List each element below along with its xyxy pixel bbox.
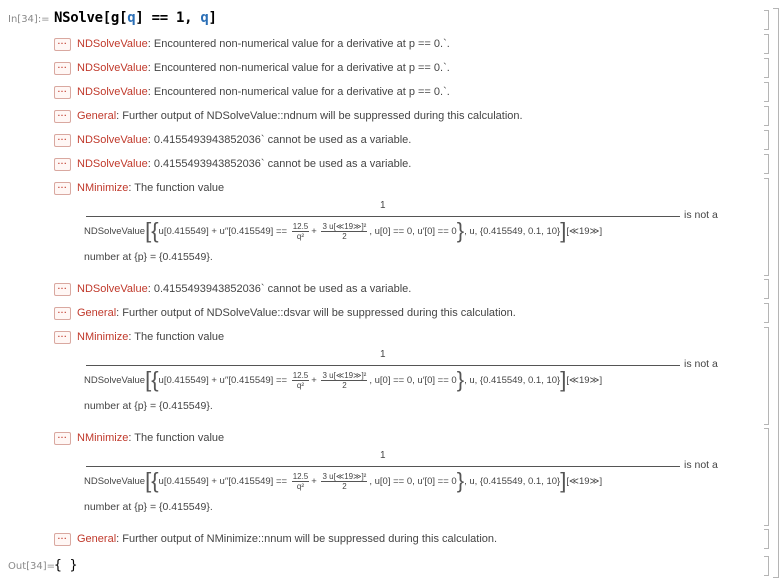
den-plus: + [311, 475, 317, 487]
mini-fraction-2: $\frac{\text{3 u[≪19≫]²}}{2}$ [322, 370, 367, 390]
input-bracket-2: ] [135, 10, 144, 26]
message-11: ··· NMinimize: The function value [54, 430, 224, 446]
fraction-denominator: NDSolveValue[{u[0.415549] + u′′[0.415549] == $\frac{12.5}{\text{q²}}$ + $\frac{\text{3 u[≪19≫]²}}{2}$ , u[0] == 0, u′[0] == 0}, u, {0.415549, 0.1, 10}][≪19≫] [84, 367, 603, 392]
message-menu-icon[interactable]: ··· [54, 182, 71, 195]
den-head: NDSolveValue [84, 475, 146, 487]
input-label: In[34]:= [8, 14, 50, 25]
fraction-line [86, 365, 680, 366]
fraction-footnote: number at {p} = {0.415549}. [84, 251, 213, 263]
cell-bracket-message[interactable] [764, 178, 769, 276]
message-3: ··· NDSolveValue: Encountered non-numerical value for a derivative at p == 0.`. [54, 84, 450, 100]
den-equation: u[0.415549] + u′′[0.415549] == [158, 374, 288, 386]
message-text: Encountered non-numerical value for a derivative at p == 0.`. [153, 62, 450, 74]
message-menu-icon[interactable]: ··· [54, 283, 71, 296]
den-conditions: , u[0] == 0, u′[0] == 0 [369, 374, 457, 386]
message-8: ··· NDSolveValue: 0.4155493943852036` cannot be used as a variable. [54, 281, 411, 297]
cell-bracket-output[interactable] [764, 556, 769, 576]
den-range: , u, {0.415549, 0.1, 10} [464, 225, 561, 237]
message-head[interactable]: NMinimize [77, 432, 129, 444]
fraction-tail: is not a [684, 358, 718, 370]
message-menu-icon[interactable]: ··· [54, 134, 71, 147]
message-head[interactable]: General [77, 533, 117, 545]
mini-fraction-1: $\frac{12.5}{\text{q²}}$ [292, 221, 309, 241]
message-text: Further output of NDSolveValue::dsvar will be suppressed during this calculation. [122, 307, 516, 319]
cell-bracket-message[interactable] [764, 58, 769, 78]
message-head[interactable]: NDSolveValue [77, 158, 148, 170]
message-9: ··· General: Further output of NDSolveValue::dsvar will be suppressed during this calculation. [54, 305, 516, 321]
input-expression[interactable] [54, 10, 217, 26]
fraction-expression-3 [84, 450, 724, 520]
mini-fraction-2: $\frac{\text{3 u[≪19≫]²}}{2}$ [322, 471, 367, 491]
message-menu-icon[interactable]: ··· [54, 38, 71, 51]
message-10: ··· NMinimize: The function value [54, 329, 224, 345]
message-text: Encountered non-numerical value for a derivative at p == 0.`. [153, 86, 450, 98]
message-text: The function value [134, 182, 225, 194]
fraction-line [86, 466, 680, 467]
cell-bracket-message[interactable] [764, 327, 769, 425]
cell-bracket-message[interactable] [764, 279, 769, 299]
cell-bracket-message[interactable] [764, 82, 769, 102]
message-text: 0.4155493943852036` cannot be used as a variable. [153, 134, 412, 146]
message-menu-icon[interactable]: ··· [54, 432, 71, 445]
message-head[interactable]: NDSolveValue [77, 38, 148, 50]
output-expression[interactable]: { } [54, 558, 78, 573]
fraction-footnote: number at {p} = {0.415549}. [84, 400, 213, 412]
message-7: ··· NMinimize: The function value [54, 180, 224, 196]
input-bracket-1: [ [119, 10, 128, 26]
cell-bracket-message[interactable] [764, 34, 769, 54]
message-head[interactable]: NDSolveValue [77, 62, 148, 74]
den-elided[interactable]: [≪19≫] [566, 225, 603, 237]
den-head: NDSolveValue [84, 225, 146, 237]
message-head[interactable]: General [77, 110, 117, 122]
message-4: ··· General: Further output of NDSolveValue::ndnum will be suppressed during this calculation. [54, 108, 523, 124]
input-close-bracket: ] [208, 10, 217, 26]
message-menu-icon[interactable]: ··· [54, 307, 71, 320]
den-equation: u[0.415549] + u′′[0.415549] == [158, 475, 288, 487]
mini-fraction-1: $\frac{12.5}{\text{q²}}$ [292, 471, 309, 491]
mini-fraction-2: $\frac{\text{3 u[≪19≫]²}}{2}$ [322, 221, 367, 241]
message-head[interactable]: NDSolveValue [77, 283, 148, 295]
den-conditions: , u[0] == 0, u′[0] == 0 [369, 225, 457, 237]
fraction-denominator: NDSolveValue[{u[0.415549] + u′′[0.415549] == $\frac{12.5}{\text{q²}}$ + $\frac{\text{3 u[≪19≫]²}}{2}$ , u[0] == 0, u′[0] == 0}, u, {0.415549, 0.1, 10}][≪19≫] [84, 468, 603, 493]
message-12: ··· General: Further output of NMinimize::nnum will be suppressed during this calculation. [54, 531, 497, 547]
message-menu-icon[interactable]: ··· [54, 110, 71, 123]
fraction-numerator: 1 [380, 349, 386, 360]
message-menu-icon[interactable]: ··· [54, 331, 71, 344]
input-open-bracket: [ [102, 10, 111, 26]
fraction-denominator: NDSolveValue[{u[0.415549] + u′′[0.415549] == $\frac{12.5}{\text{q²}}$ + $\frac{\text{3 u[≪19≫]²}}{2}$ , u[0] == 0, u′[0] == 0}, u, {0.415549, 0.1, 10}][≪19≫] [84, 218, 603, 243]
fraction-expression-1 [84, 200, 724, 270]
cell-bracket-message[interactable] [764, 106, 769, 126]
message-menu-icon[interactable]: ··· [54, 86, 71, 99]
den-elided[interactable]: [≪19≫] [566, 374, 603, 386]
message-5: ··· NDSolveValue: 0.4155493943852036` cannot be used as a variable. [54, 132, 411, 148]
cell-bracket-message[interactable] [764, 428, 769, 526]
den-equation: u[0.415549] + u′′[0.415549] == [158, 225, 288, 237]
cell-group-bracket[interactable] [773, 8, 779, 578]
den-range: , u, {0.415549, 0.1, 10} [464, 475, 561, 487]
message-menu-icon[interactable]: ··· [54, 158, 71, 171]
message-text: The function value [134, 331, 225, 343]
message-head[interactable]: General [77, 307, 117, 319]
den-head: NDSolveValue [84, 374, 146, 386]
den-elided[interactable]: [≪19≫] [566, 475, 603, 487]
message-head[interactable]: NMinimize [77, 331, 129, 343]
fraction-footnote: number at {p} = {0.415549}. [84, 501, 213, 513]
message-head[interactable]: NMinimize [77, 182, 129, 194]
message-text: Further output of NMinimize::nnum will be suppressed during this calculation. [122, 533, 498, 545]
message-2: ··· NDSolveValue: Encountered non-numerical value for a derivative at p == 0.`. [54, 60, 450, 76]
message-text: Encountered non-numerical value for a derivative at p == 0.`. [153, 38, 450, 50]
fraction-numerator: 1 [380, 200, 386, 211]
cell-bracket-message[interactable] [764, 303, 769, 323]
message-text: The function value [134, 432, 225, 444]
input-call: g [110, 10, 120, 26]
input-var: q [127, 10, 136, 26]
cell-bracket-message[interactable] [764, 529, 769, 549]
message-1: ··· NDSolveValue: Encountered non-numerical value for a derivative at p == 0.`. [54, 36, 450, 52]
input-var-2: q [200, 10, 209, 26]
message-menu-icon[interactable]: ··· [54, 533, 71, 546]
den-plus: + [311, 374, 317, 386]
cell-bracket-message[interactable] [764, 154, 769, 174]
message-text: 0.4155493943852036` cannot be used as a variable. [153, 283, 412, 295]
den-plus: + [311, 225, 317, 237]
cell-bracket-input[interactable] [764, 10, 769, 30]
input-func: NSolve [54, 10, 103, 26]
den-range: , u, {0.415549, 0.1, 10} [464, 374, 561, 386]
message-text: Further output of NDSolveValue::ndnum will be suppressed during this calculation. [122, 110, 523, 122]
output-label: Out[34]= [8, 561, 56, 572]
message-menu-icon[interactable]: ··· [54, 62, 71, 75]
input-equation: == 1, [143, 10, 201, 26]
fraction-expression-2 [84, 349, 724, 419]
mini-fraction-1: $\frac{12.5}{\text{q²}}$ [292, 370, 309, 390]
fraction-numerator: 1 [380, 450, 386, 461]
message-text: 0.4155493943852036` cannot be used as a variable. [153, 158, 412, 170]
message-head[interactable]: NDSolveValue [77, 86, 148, 98]
fraction-tail: is not a [684, 459, 718, 471]
message-head[interactable]: NDSolveValue [77, 134, 148, 146]
cell-bracket-message[interactable] [764, 130, 769, 150]
message-6: ··· NDSolveValue: 0.4155493943852036` cannot be used as a variable. [54, 156, 411, 172]
den-conditions: , u[0] == 0, u′[0] == 0 [369, 475, 457, 487]
fraction-tail: is not a [684, 209, 718, 221]
fraction-line [86, 216, 680, 217]
